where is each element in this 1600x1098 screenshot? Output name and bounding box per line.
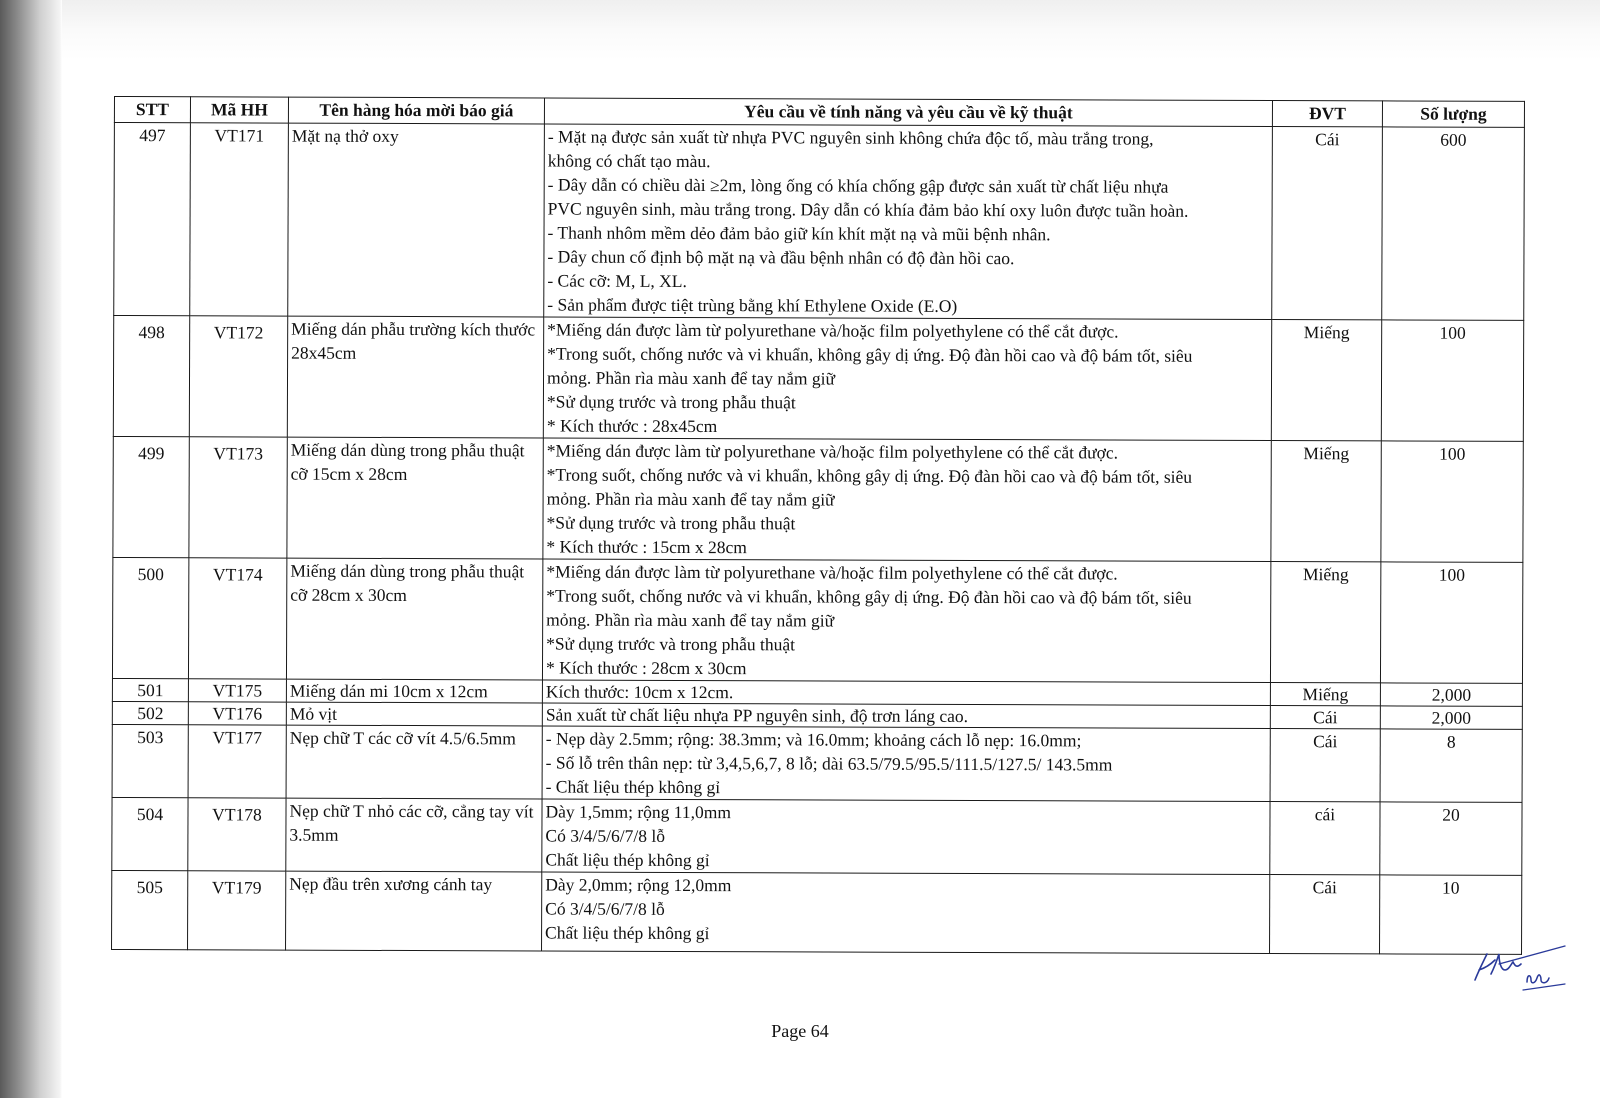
stt-value: 500	[137, 564, 164, 585]
header-stt: STT	[114, 97, 190, 123]
cell-name: Miếng dán phẫu trường kích thước 28x45cm	[287, 316, 543, 438]
cell-code: VT177	[188, 725, 286, 798]
code-value: VT178	[212, 804, 262, 825]
cell-quantity: 600	[1382, 127, 1525, 320]
header-name: Tên hàng hóa mời báo giá	[288, 97, 544, 124]
cell-quantity: 8	[1380, 729, 1522, 802]
stt-value: 504	[136, 804, 164, 825]
desc-line: Chất liệu thép không gỉ	[545, 849, 710, 871]
desc-line: mỏng. Phần rìa màu xanh để tay nắm giữ	[546, 609, 835, 631]
cell-requirements	[542, 726, 1270, 802]
cell-quantity: 10	[1380, 875, 1522, 954]
table-row	[112, 797, 1522, 875]
stt-value: 505	[136, 877, 163, 898]
desc-line: - Số lỗ trên thân nẹp: từ 3,4,5,6,7, 8 lỗ; dài 63.5/79.5/95.5/111.5/127.5/ 143.5mm	[545, 752, 1113, 775]
cell-quantity: 100	[1380, 562, 1522, 683]
header-requirements: Yêu cầu về tính năng và yêu cầu về kỹ thuật	[544, 98, 1272, 127]
table-row	[113, 436, 1523, 562]
code-value: VT179	[211, 877, 262, 898]
desc-line: *Miếng dán được làm từ polyurethane và/hoặc film polyethylene có thể cắt được.	[547, 319, 1119, 342]
cell-stt	[112, 870, 188, 949]
cell-name: Miếng dán mi 10cm x 12cm	[286, 679, 542, 703]
cell-quantity: 100	[1381, 441, 1523, 562]
desc-line: *Sử dụng trước và trong phẫu thuật	[546, 633, 796, 655]
desc-line: Sản xuất từ chất liệu nhựa PP nguyên sinh, độ trơn láng cao.	[545, 704, 969, 726]
cell-quantity: 2,000	[1380, 706, 1522, 729]
cell-stt	[112, 557, 188, 678]
desc-line: Có 3/4/5/6/7/8 lỗ	[545, 898, 665, 919]
desc-line: - Sản phẩm được tiệt trùng bằng khí Ethylene Oxide (E.O)	[547, 294, 958, 316]
desc-line: - Mặt nạ được sản xuất từ nhựa PVC nguyên sinh không chứa độc tố, màu trắng trong,	[547, 126, 1154, 149]
cell-unit: Miếng	[1270, 562, 1380, 683]
desc-line: *Miếng dán được làm từ polyurethane và/hoặc film polyethylene có thể cắt được.	[546, 561, 1118, 584]
scan-shadow-edge	[0, 0, 62, 1098]
desc-line: * Kích thước : 15cm x 28cm	[546, 536, 747, 558]
desc-line: Dày 1,5mm; rộng 11,0mm	[545, 801, 732, 823]
cell-name: Mặt nạ thở oxy	[288, 123, 545, 317]
cell-code: VT176	[188, 702, 286, 725]
desc-line: Kích thước: 10cm x 12cm.	[545, 681, 734, 703]
cell-code	[188, 558, 286, 679]
desc-line: Có 3/4/5/6/7/8 lỗ	[545, 825, 666, 846]
cell-unit: Miếng	[1271, 320, 1381, 441]
cell-stt: 503	[112, 724, 188, 797]
stt-value: 498	[138, 322, 165, 343]
desc-line: *Sử dụng trước và trong phẫu thuật	[546, 391, 796, 413]
cell-code	[189, 316, 287, 437]
cell-unit: Miếng	[1271, 441, 1381, 562]
cell-code	[188, 871, 286, 950]
cell-stt: 502	[112, 701, 188, 724]
stt-value: 499	[138, 443, 165, 464]
cell-stt: 497	[114, 123, 191, 316]
cell-stt: 501	[112, 678, 188, 701]
cell-code	[189, 437, 287, 558]
desc-line: *Trong suốt, chống nước và vi khuẩn, không gây dị ứng. Độ đàn hồi cao và độ bám tốt, siêu	[546, 585, 1192, 608]
handwritten-signature	[1465, 940, 1575, 1002]
cell-requirements	[542, 703, 1270, 729]
cell-name: Mỏ vịt	[286, 702, 542, 726]
desc-line: - Thanh nhôm mềm dẻo đảm bảo giữ kín khít mặt nạ và mũi bệnh nhân.	[547, 222, 1051, 245]
cell-requirements	[542, 559, 1270, 683]
cell-unit: cái	[1270, 802, 1380, 875]
desc-line: - Dây dẫn có chiều dài ≥2m, lòng ống có khía chống gập được sản xuất từ chất liệu nhựa	[547, 174, 1169, 197]
cell-requirements	[543, 317, 1271, 441]
header-unit: ĐVT	[1272, 101, 1382, 127]
cell-code: VT175	[188, 679, 286, 702]
cell-name: Nẹp chữ T nhỏ các cỡ, cẳng tay vít 3.5mm	[286, 798, 542, 872]
desc-line: * Kích thước : 28cm x 30cm	[545, 657, 747, 679]
desc-line: *Sử dụng trước và trong phẫu thuật	[546, 512, 796, 534]
code-value: VT174	[212, 564, 263, 585]
desc-line: không có chất tạo màu.	[547, 150, 711, 172]
cell-name: Nẹp đầu trên xương cánh tay	[286, 871, 542, 951]
cell-unit: Cái	[1270, 706, 1380, 729]
desc-line: mỏng. Phần rìa màu xanh để tay nắm giữ	[546, 488, 835, 510]
code-value: VT173	[213, 443, 264, 464]
table-row	[113, 316, 1523, 442]
cell-name: Miếng dán dùng trong phẫu thuật cỡ 28cm x 30cm	[286, 558, 542, 680]
cell-stt	[113, 436, 189, 557]
cell-requirements	[543, 438, 1271, 562]
quotation-table	[111, 96, 1525, 955]
desc-line: *Trong suốt, chống nước và vi khuẩn, không gây dị ứng. Độ đàn hồi cao và độ bám tốt, siêu	[547, 343, 1193, 366]
cell-requirements	[544, 124, 1273, 320]
table-row	[112, 870, 1522, 954]
cell-quantity: 2,000	[1380, 683, 1522, 706]
cell-code: VT171	[190, 123, 289, 316]
cell-unit: Cái	[1272, 127, 1383, 320]
desc-line: - Dây chun cố định bộ mặt nạ và đầu bệnh nhân có độ đàn hồi cao.	[547, 246, 1015, 269]
cell-requirements	[542, 872, 1270, 954]
cell-name: Miếng dán dùng trong phẫu thuật cỡ 15cm x 28cm	[287, 437, 543, 559]
desc-line: mỏng. Phần rìa màu xanh để tay nắm giữ	[546, 367, 836, 389]
table-row	[112, 724, 1522, 802]
scan-shadow-top	[62, 0, 1600, 60]
cell-stt	[112, 797, 188, 870]
cell-stt	[113, 316, 189, 437]
code-value: VT172	[213, 322, 264, 343]
cell-quantity: 100	[1381, 320, 1523, 441]
header-code: Mã HH	[190, 97, 288, 123]
cell-requirements	[542, 680, 1270, 706]
table-row	[112, 557, 1522, 683]
desc-line: *Miếng dán được làm từ polyurethane và/hoặc film polyethylene có thể cắt được.	[546, 440, 1119, 463]
desc-line: - Chất liệu thép không gỉ	[545, 776, 721, 798]
header-quantity: Số lượng	[1382, 101, 1524, 127]
desc-line: * Kích thước : 28x45cm	[546, 415, 718, 437]
page-number: Page 64	[771, 1021, 829, 1041]
desc-line: Dày 2,0mm; rộng 12,0mm	[545, 874, 732, 896]
cell-unit: Cái	[1270, 729, 1380, 802]
desc-line: - Nẹp dày 2.5mm; rộng: 38.3mm; và 16.0mm; khoảng cách lỗ nẹp: 16.0mm;	[545, 728, 1082, 751]
desc-line: *Trong suốt, chống nước và vi khuẩn, không gây dị ứng. Độ đàn hồi cao và độ bám tốt, siêu	[546, 464, 1193, 487]
desc-line: PVC nguyên sinh, màu trắng trong. Dây dẫn có khía đảm bảo khí oxy luôn được tuần hoàn.	[547, 198, 1189, 221]
desc-line: Chất liệu thép không gỉ	[545, 922, 710, 944]
cell-name: Nẹp chữ T các cỡ vít 4.5/6.5mm	[286, 725, 542, 799]
cell-code	[188, 798, 286, 871]
cell-unit: Cái	[1270, 875, 1380, 954]
cell-quantity: 20	[1380, 802, 1522, 875]
desc-line: - Các cỡ: M, L, XL.	[547, 270, 687, 292]
table-row	[114, 123, 1525, 321]
cell-requirements	[542, 799, 1270, 875]
cell-unit: Miếng	[1270, 683, 1380, 706]
